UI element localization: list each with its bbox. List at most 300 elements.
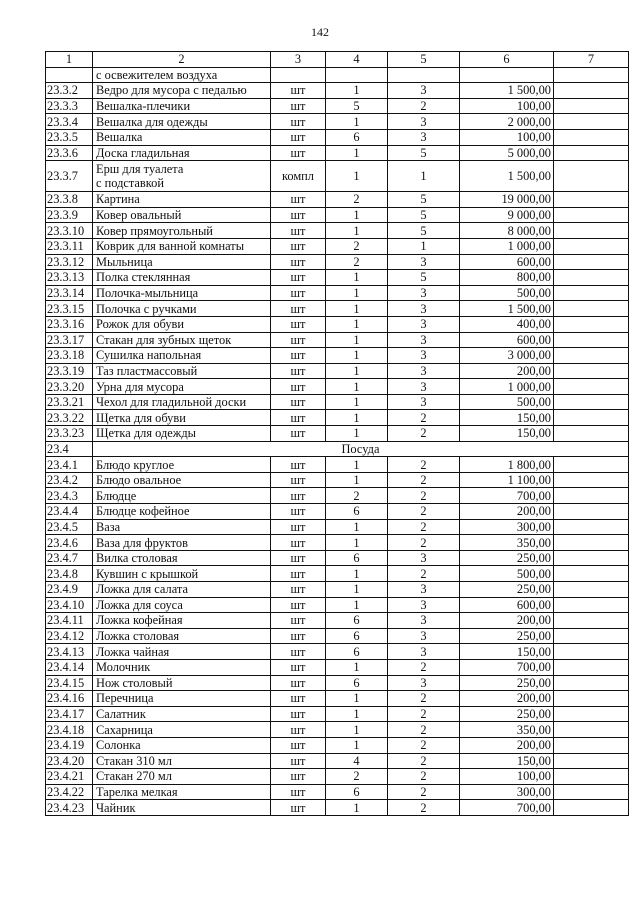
unit-cell: шт [271, 394, 326, 410]
code-cell: 23.4.17 [46, 706, 93, 722]
section-row [46, 441, 629, 457]
name-cell: Блюдце [93, 488, 271, 504]
col5-cell: 3 [388, 114, 460, 130]
unit-cell: шт [271, 753, 326, 769]
col5-cell: 3 [388, 285, 460, 301]
price-cell: 250,00 [460, 628, 554, 644]
qty-cell: 2 [326, 254, 388, 270]
col7-cell [554, 582, 629, 598]
name-cell: Перечница [93, 691, 271, 707]
table-row [46, 332, 629, 348]
price-cell: 800,00 [460, 270, 554, 286]
col5-cell: 3 [388, 379, 460, 395]
code-cell: 23.3.12 [46, 254, 93, 270]
table-row [46, 316, 629, 332]
code-cell: 23.4.4 [46, 504, 93, 520]
col7-cell [554, 363, 629, 379]
qty-cell: 1 [326, 597, 388, 613]
code-cell: 23.4.5 [46, 519, 93, 535]
section-title: Посуда [93, 441, 629, 457]
unit-cell: шт [271, 192, 326, 208]
col7-cell [554, 98, 629, 114]
name-cell: Вешалка [93, 129, 271, 145]
code-cell: 23.4.16 [46, 691, 93, 707]
col7-cell [554, 628, 629, 644]
table-row [46, 192, 629, 208]
col7-cell [554, 161, 629, 192]
name-cell: Полка стеклянная [93, 270, 271, 286]
unit-cell: шт [271, 769, 326, 785]
price-cell: 150,00 [460, 410, 554, 426]
col7-cell [554, 737, 629, 753]
col7-cell [554, 550, 629, 566]
col7-cell [554, 285, 629, 301]
col5-cell: 2 [388, 566, 460, 582]
col5-cell: 2 [388, 504, 460, 520]
name-line: с подставкой [96, 176, 165, 191]
code-cell: 23.3.21 [46, 394, 93, 410]
col5-cell: 3 [388, 316, 460, 332]
unit-cell: шт [271, 270, 326, 286]
qty-cell: 1 [326, 722, 388, 738]
code-cell: 23.4.2 [46, 472, 93, 488]
price-cell: 100,00 [460, 98, 554, 114]
code-cell: 23.3.20 [46, 379, 93, 395]
col7-cell [554, 659, 629, 675]
col7-cell [554, 332, 629, 348]
code-cell: 23.4.18 [46, 722, 93, 738]
unit-cell: шт [271, 519, 326, 535]
code-cell: 23.3.22 [46, 410, 93, 426]
code-cell: 23.4.22 [46, 784, 93, 800]
table-row [46, 129, 629, 145]
unit-cell: шт [271, 254, 326, 270]
table-row [46, 597, 629, 613]
name-cell: Ковер овальный [93, 207, 271, 223]
unit-cell: шт [271, 535, 326, 551]
header-cell: 5 [388, 52, 460, 68]
unit-cell: шт [271, 722, 326, 738]
price-cell: 250,00 [460, 675, 554, 691]
col5-cell: 3 [388, 597, 460, 613]
price-cell: 300,00 [460, 784, 554, 800]
code-cell: 23.3.4 [46, 114, 93, 130]
table-row [46, 737, 629, 753]
name-cell: Щетка для обуви [93, 410, 271, 426]
table-row [46, 83, 629, 99]
price-cell: 8 000,00 [460, 223, 554, 239]
table-row [46, 722, 629, 738]
price-cell: 200,00 [460, 613, 554, 629]
price-cell: 250,00 [460, 550, 554, 566]
unit-cell: шт [271, 98, 326, 114]
unit-cell: шт [271, 644, 326, 660]
col5-cell: 2 [388, 784, 460, 800]
header-cell: 2 [93, 52, 271, 68]
unit-cell: шт [271, 488, 326, 504]
col5-cell: 5 [388, 192, 460, 208]
col5-cell: 2 [388, 519, 460, 535]
col7-cell [554, 426, 629, 442]
price-cell: 5 000,00 [460, 145, 554, 161]
col5-cell: 2 [388, 769, 460, 785]
unit-cell: шт [271, 597, 326, 613]
table-row [46, 784, 629, 800]
code-cell: 23.3.11 [46, 238, 93, 254]
col7-cell [554, 192, 629, 208]
table-row [46, 457, 629, 473]
code-cell: 23.3.16 [46, 316, 93, 332]
col7-cell [554, 472, 629, 488]
unit-cell: шт [271, 145, 326, 161]
price-cell: 500,00 [460, 566, 554, 582]
price-cell: 350,00 [460, 535, 554, 551]
col5-cell: 2 [388, 691, 460, 707]
section-code: 23.4 [46, 441, 93, 457]
name-cell: Урна для мусора [93, 379, 271, 395]
table-row [46, 285, 629, 301]
table-row [46, 301, 629, 317]
col7-cell [554, 784, 629, 800]
col7-cell [554, 254, 629, 270]
name-cell: Солонка [93, 737, 271, 753]
unit-cell: шт [271, 613, 326, 629]
unit-cell: шт [271, 566, 326, 582]
name-cell: Ложка кофейная [93, 613, 271, 629]
code-cell: 23.3.10 [46, 223, 93, 239]
unit-cell: шт [271, 784, 326, 800]
col7-cell [554, 270, 629, 286]
price-cell: 600,00 [460, 254, 554, 270]
unit-cell: шт [271, 628, 326, 644]
unit-cell: шт [271, 348, 326, 364]
price-cell: 2 000,00 [460, 114, 554, 130]
qty-cell: 6 [326, 550, 388, 566]
price-cell: 700,00 [460, 488, 554, 504]
col5-cell: 5 [388, 223, 460, 239]
col5-cell: 2 [388, 722, 460, 738]
unit-cell: шт [271, 550, 326, 566]
col5-cell [388, 67, 460, 83]
qty-cell: 1 [326, 410, 388, 426]
unit-cell: шт [271, 223, 326, 239]
header-cell: 7 [554, 52, 629, 68]
table-row [46, 270, 629, 286]
qty-cell [326, 67, 388, 83]
qty-cell: 1 [326, 207, 388, 223]
code-cell: 23.3.13 [46, 270, 93, 286]
qty-cell: 1 [326, 582, 388, 598]
name-cell: Полочка с ручками [93, 301, 271, 317]
unit-cell: шт [271, 410, 326, 426]
name-cell: Вешалка для одежды [93, 114, 271, 130]
qty-cell: 6 [326, 644, 388, 660]
col7-cell [554, 301, 629, 317]
col5-cell: 2 [388, 753, 460, 769]
price-cell: 1 500,00 [460, 83, 554, 99]
name-cell: Сахарница [93, 722, 271, 738]
col7-cell [554, 145, 629, 161]
col7-cell [554, 800, 629, 816]
unit-cell: шт [271, 800, 326, 816]
code-cell: 23.4.12 [46, 628, 93, 644]
qty-cell: 6 [326, 675, 388, 691]
price-cell: 1 000,00 [460, 238, 554, 254]
col7-cell [554, 706, 629, 722]
unit-cell: шт [271, 332, 326, 348]
col7-cell [554, 488, 629, 504]
qty-cell: 6 [326, 129, 388, 145]
name-cell: Ложка чайная [93, 644, 271, 660]
col7-cell [554, 613, 629, 629]
unit-cell: шт [271, 301, 326, 317]
name-cell: Ваза [93, 519, 271, 535]
col5-cell: 2 [388, 535, 460, 551]
qty-cell: 1 [326, 363, 388, 379]
name-cell: Салатник [93, 706, 271, 722]
unit-cell: шт [271, 316, 326, 332]
qty-cell: 6 [326, 784, 388, 800]
table-row [46, 675, 629, 691]
qty-cell: 2 [326, 769, 388, 785]
qty-cell: 1 [326, 566, 388, 582]
col5-cell: 2 [388, 800, 460, 816]
qty-cell: 1 [326, 161, 388, 192]
col5-cell: 2 [388, 737, 460, 753]
unit-cell: шт [271, 737, 326, 753]
code-cell: 23.4.21 [46, 769, 93, 785]
table-row [46, 566, 629, 582]
name-cell: Стакан 270 мл [93, 769, 271, 785]
table-row [46, 504, 629, 520]
table-row [46, 628, 629, 644]
price-cell: 100,00 [460, 769, 554, 785]
qty-cell: 1 [326, 659, 388, 675]
qty-cell: 1 [326, 285, 388, 301]
unit-cell: шт [271, 675, 326, 691]
price-cell: 200,00 [460, 504, 554, 520]
code-cell: 23.4.15 [46, 675, 93, 691]
code-cell: 23.3.18 [46, 348, 93, 364]
col7-cell [554, 597, 629, 613]
price-cell: 500,00 [460, 285, 554, 301]
unit-cell: шт [271, 379, 326, 395]
code-cell: 23.3.19 [46, 363, 93, 379]
table-row [46, 472, 629, 488]
qty-cell: 1 [326, 394, 388, 410]
table-body [46, 52, 629, 816]
name-cell: Чайник [93, 800, 271, 816]
qty-cell: 1 [326, 83, 388, 99]
price-cell: 600,00 [460, 332, 554, 348]
col5-cell: 3 [388, 613, 460, 629]
unit-cell [271, 67, 326, 83]
code-cell: 23.4.20 [46, 753, 93, 769]
col7-cell [554, 394, 629, 410]
table-row [46, 426, 629, 442]
qty-cell: 1 [326, 223, 388, 239]
name-cell: Блюдо овальное [93, 472, 271, 488]
col7-cell [554, 691, 629, 707]
name-cell: Вешалка-плечики [93, 98, 271, 114]
name-cell: Сушилка напольная [93, 348, 271, 364]
qty-cell: 1 [326, 472, 388, 488]
name-cell: Кувшин с крышкой [93, 566, 271, 582]
header-cell: 1 [46, 52, 93, 68]
table-row [46, 145, 629, 161]
qty-cell: 1 [326, 457, 388, 473]
col5-cell: 3 [388, 348, 460, 364]
table-row [46, 254, 629, 270]
qty-cell: 1 [326, 519, 388, 535]
qty-cell: 1 [326, 316, 388, 332]
qty-cell: 6 [326, 628, 388, 644]
col5-cell: 2 [388, 426, 460, 442]
table-row [46, 613, 629, 629]
unit-cell: шт [271, 472, 326, 488]
name-line: Ерш для туалета [96, 162, 184, 177]
table-row [46, 394, 629, 410]
price-cell: 600,00 [460, 597, 554, 613]
name-cell: Щетка для одежды [93, 426, 271, 442]
col7-cell [554, 316, 629, 332]
qty-cell: 5 [326, 98, 388, 114]
code-cell: 23.4.13 [46, 644, 93, 660]
col7-cell [554, 223, 629, 239]
col5-cell: 1 [388, 161, 460, 192]
price-cell: 350,00 [460, 722, 554, 738]
code-cell: 23.3.15 [46, 301, 93, 317]
col5-cell: 5 [388, 207, 460, 223]
price-cell: 500,00 [460, 394, 554, 410]
col7-cell [554, 67, 629, 83]
col7-cell [554, 566, 629, 582]
unit-cell: шт [271, 706, 326, 722]
name-cell: Стакан для зубных щеток [93, 332, 271, 348]
code-cell: 23.4.7 [46, 550, 93, 566]
table-row [46, 238, 629, 254]
table-row [46, 363, 629, 379]
price-cell: 250,00 [460, 706, 554, 722]
price-cell: 400,00 [460, 316, 554, 332]
col5-cell: 3 [388, 301, 460, 317]
price-cell: 200,00 [460, 363, 554, 379]
price-cell: 1 000,00 [460, 379, 554, 395]
col7-cell [554, 769, 629, 785]
table-row [46, 98, 629, 114]
col7-cell [554, 675, 629, 691]
name-cell: Картина [93, 192, 271, 208]
price-cell: 9 000,00 [460, 207, 554, 223]
col5-cell: 2 [388, 488, 460, 504]
qty-cell: 1 [326, 706, 388, 722]
unit-cell: шт [271, 207, 326, 223]
col7-cell [554, 129, 629, 145]
name-cell: Ложка для салата [93, 582, 271, 598]
code-cell: 23.3.9 [46, 207, 93, 223]
header-cell: 4 [326, 52, 388, 68]
col5-cell: 2 [388, 410, 460, 426]
header-row [46, 52, 629, 68]
code-cell: 23.4.23 [46, 800, 93, 816]
price-cell: 300,00 [460, 519, 554, 535]
unit-cell: шт [271, 659, 326, 675]
col7-cell [554, 348, 629, 364]
continuation-row [46, 67, 629, 83]
qty-cell: 1 [326, 379, 388, 395]
table-row [46, 644, 629, 660]
price-cell: 150,00 [460, 426, 554, 442]
table-row [46, 691, 629, 707]
table-row [46, 753, 629, 769]
col7-cell [554, 238, 629, 254]
unit-cell: шт [271, 285, 326, 301]
code-cell: 23.4.10 [46, 597, 93, 613]
name-cell [93, 161, 271, 192]
price-cell: 700,00 [460, 659, 554, 675]
price-cell: 150,00 [460, 753, 554, 769]
code-cell: 23.3.3 [46, 98, 93, 114]
col5-cell: 3 [388, 363, 460, 379]
table-row [46, 800, 629, 816]
price-cell: 700,00 [460, 800, 554, 816]
table-row [46, 535, 629, 551]
code-cell: 23.3.14 [46, 285, 93, 301]
col5-cell: 3 [388, 675, 460, 691]
table-row [46, 114, 629, 130]
qty-cell: 1 [326, 691, 388, 707]
col7-cell [554, 379, 629, 395]
qty-cell: 1 [326, 332, 388, 348]
items-table [45, 51, 629, 816]
table-row [46, 488, 629, 504]
code-cell: 23.4.8 [46, 566, 93, 582]
table-row [46, 207, 629, 223]
col5-cell: 2 [388, 472, 460, 488]
col5-cell: 1 [388, 238, 460, 254]
name-cell: Нож столовый [93, 675, 271, 691]
code-cell: 23.3.8 [46, 192, 93, 208]
col5-cell: 5 [388, 145, 460, 161]
name-cell: Коврик для ванной комнаты [93, 238, 271, 254]
name-cell: Ведро для мусора с педалью [93, 83, 271, 99]
unit-cell: шт [271, 582, 326, 598]
unit-cell: шт [271, 691, 326, 707]
code-cell [46, 67, 93, 83]
code-cell: 23.4.1 [46, 457, 93, 473]
qty-cell: 1 [326, 348, 388, 364]
qty-cell: 1 [326, 800, 388, 816]
name-cell: Мыльница [93, 254, 271, 270]
price-cell: 250,00 [460, 582, 554, 598]
name-cell: Вилка столовая [93, 550, 271, 566]
code-cell: 23.4.9 [46, 582, 93, 598]
col5-cell: 3 [388, 550, 460, 566]
col5-cell: 3 [388, 582, 460, 598]
table-row [46, 379, 629, 395]
col5-cell: 2 [388, 98, 460, 114]
unit-cell: шт [271, 114, 326, 130]
name-cell: Рожок для обуви [93, 316, 271, 332]
col5-cell: 2 [388, 706, 460, 722]
name-cell: Молочник [93, 659, 271, 675]
code-cell: 23.3.6 [46, 145, 93, 161]
unit-cell: компл [271, 161, 326, 192]
qty-cell: 1 [326, 535, 388, 551]
name-cell: Ваза для фруктов [93, 535, 271, 551]
table-row [46, 550, 629, 566]
col7-cell [554, 207, 629, 223]
